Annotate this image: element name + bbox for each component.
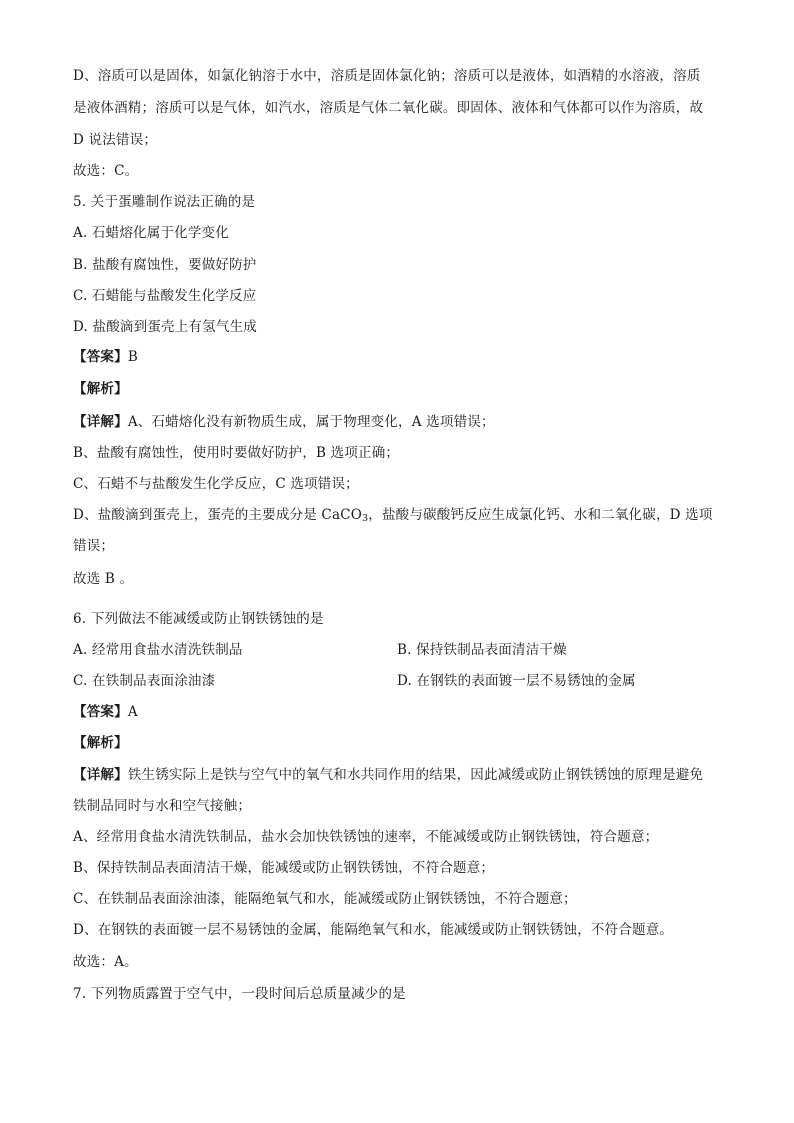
q6-option-a: A. 经常用食盐水清洗铁制品 (73, 642, 243, 658)
q5-answer-line (73, 348, 138, 366)
q5-detail-c: C、石蜡不与盐酸发生化学反应，C 选项错误； (73, 476, 359, 492)
q6-answer: A (127, 704, 138, 720)
q6-conclusion: 故选：A。 (73, 954, 138, 970)
q6-option-b: B. 保持铁制品表面清洁干燥 (397, 642, 567, 658)
question-7-stem: 7. 下列物质露置于空气中，一段时间后总质量减少的是 (73, 986, 406, 1002)
q5-detail-a: A、石蜡熔化没有新物质生成，属于物理变化，A 选项错误； (127, 414, 495, 430)
q6-detail-b: B、保持铁制品表面清洁干燥，能减缓或防止钢铁锈蚀，不符合题意； (73, 860, 495, 876)
q5-analysis-tag (73, 380, 128, 398)
detail-tag: 【详解】 (73, 767, 128, 783)
q5-detail-d (73, 506, 713, 524)
q6-option-c: C. 在铁制品表面涂油漆 (73, 673, 216, 689)
text-line: 是液体酒精；溶质可以是气体，如汽水，溶质是气体二氧化碳。即固体、液体和气体都可以作为溶质，故 (73, 100, 704, 116)
analysis-tag: 【解析】 (73, 381, 128, 397)
text-line: D 说法错误； (73, 132, 158, 148)
answer-tag: 【答案】 (73, 704, 128, 720)
q5-answer: B (127, 349, 138, 365)
q5-conclusion: 故选 B 。 (73, 571, 134, 587)
text-line: 故选：C。 (73, 163, 139, 179)
q6-analysis-tag (73, 734, 128, 752)
detail-tag: 【详解】 (73, 414, 128, 430)
answer-tag: 【答案】 (73, 349, 128, 365)
q5-detail-a-line (73, 413, 495, 431)
q5-detail-b: B、盐酸有腐蚀性，使用时要做好防护，B 选项正确； (73, 445, 400, 461)
q5-option-c: C. 石蜡能与盐酸发生化学反应 (73, 288, 257, 304)
text-line: D、溶质可以是固体，如氯化钠溶于水中，溶质是固体氯化钠；溶质可以是液体，如酒精的水溶液，溶质 (73, 68, 701, 84)
formula-subscript: 3 (362, 513, 369, 524)
q6-option-d: D. 在钢铁的表面镀一层不易锈蚀的金属 (397, 673, 636, 689)
q5-detail-d-cont: 错误； (73, 538, 115, 554)
q6-detail-c: C、在铁制品表面涂油漆，能隔绝氧气和水，能减缓或防止钢铁锈蚀，不符合题意； (73, 891, 577, 907)
q6-detail-a: A、经常用食盐水清洗铁制品，盐水会加快铁锈蚀的速率，不能减缓或防止钢铁锈蚀，符合题意； (73, 829, 659, 845)
q6-answer-line (73, 703, 138, 721)
q5-option-a: A. 石蜡熔化属于化学变化 (73, 225, 229, 241)
question-5-stem: 5. 关于蛋雕制作说法正确的是 (73, 194, 256, 210)
question-6-stem: 6. 下列做法不能减缓或防止钢铁锈蚀的是 (73, 611, 324, 627)
q6-detail-d: D、在钢铁的表面镀一层不易锈蚀的金属，能隔绝氧气和水，能减缓或防止钢铁锈蚀，不符合题意。 (73, 922, 674, 938)
q5-detail-d-pre: D、盐酸滴到蛋壳上，蛋壳的主要成分是 CaCO (73, 507, 362, 523)
q5-detail-d-post: ，盐酸与碳酸钙反应生成氯化钙、水和二氧化碳，D 选项 (368, 507, 713, 523)
q6-detail-intro-line (73, 766, 703, 784)
q6-detail-intro: 铁生锈实际上是铁与空气中的氧气和水共同作用的结果，因此减缓或防止钢铁锈蚀的原理是避免 (127, 767, 704, 783)
q5-option-b: B. 盐酸有腐蚀性，要做好防护 (73, 257, 257, 273)
analysis-tag: 【解析】 (73, 735, 128, 751)
q6-detail-intro-cont: 铁制品同时与水和空气接触； (73, 798, 252, 814)
q5-option-d: D. 盐酸滴到蛋壳上有氢气生成 (73, 319, 257, 335)
